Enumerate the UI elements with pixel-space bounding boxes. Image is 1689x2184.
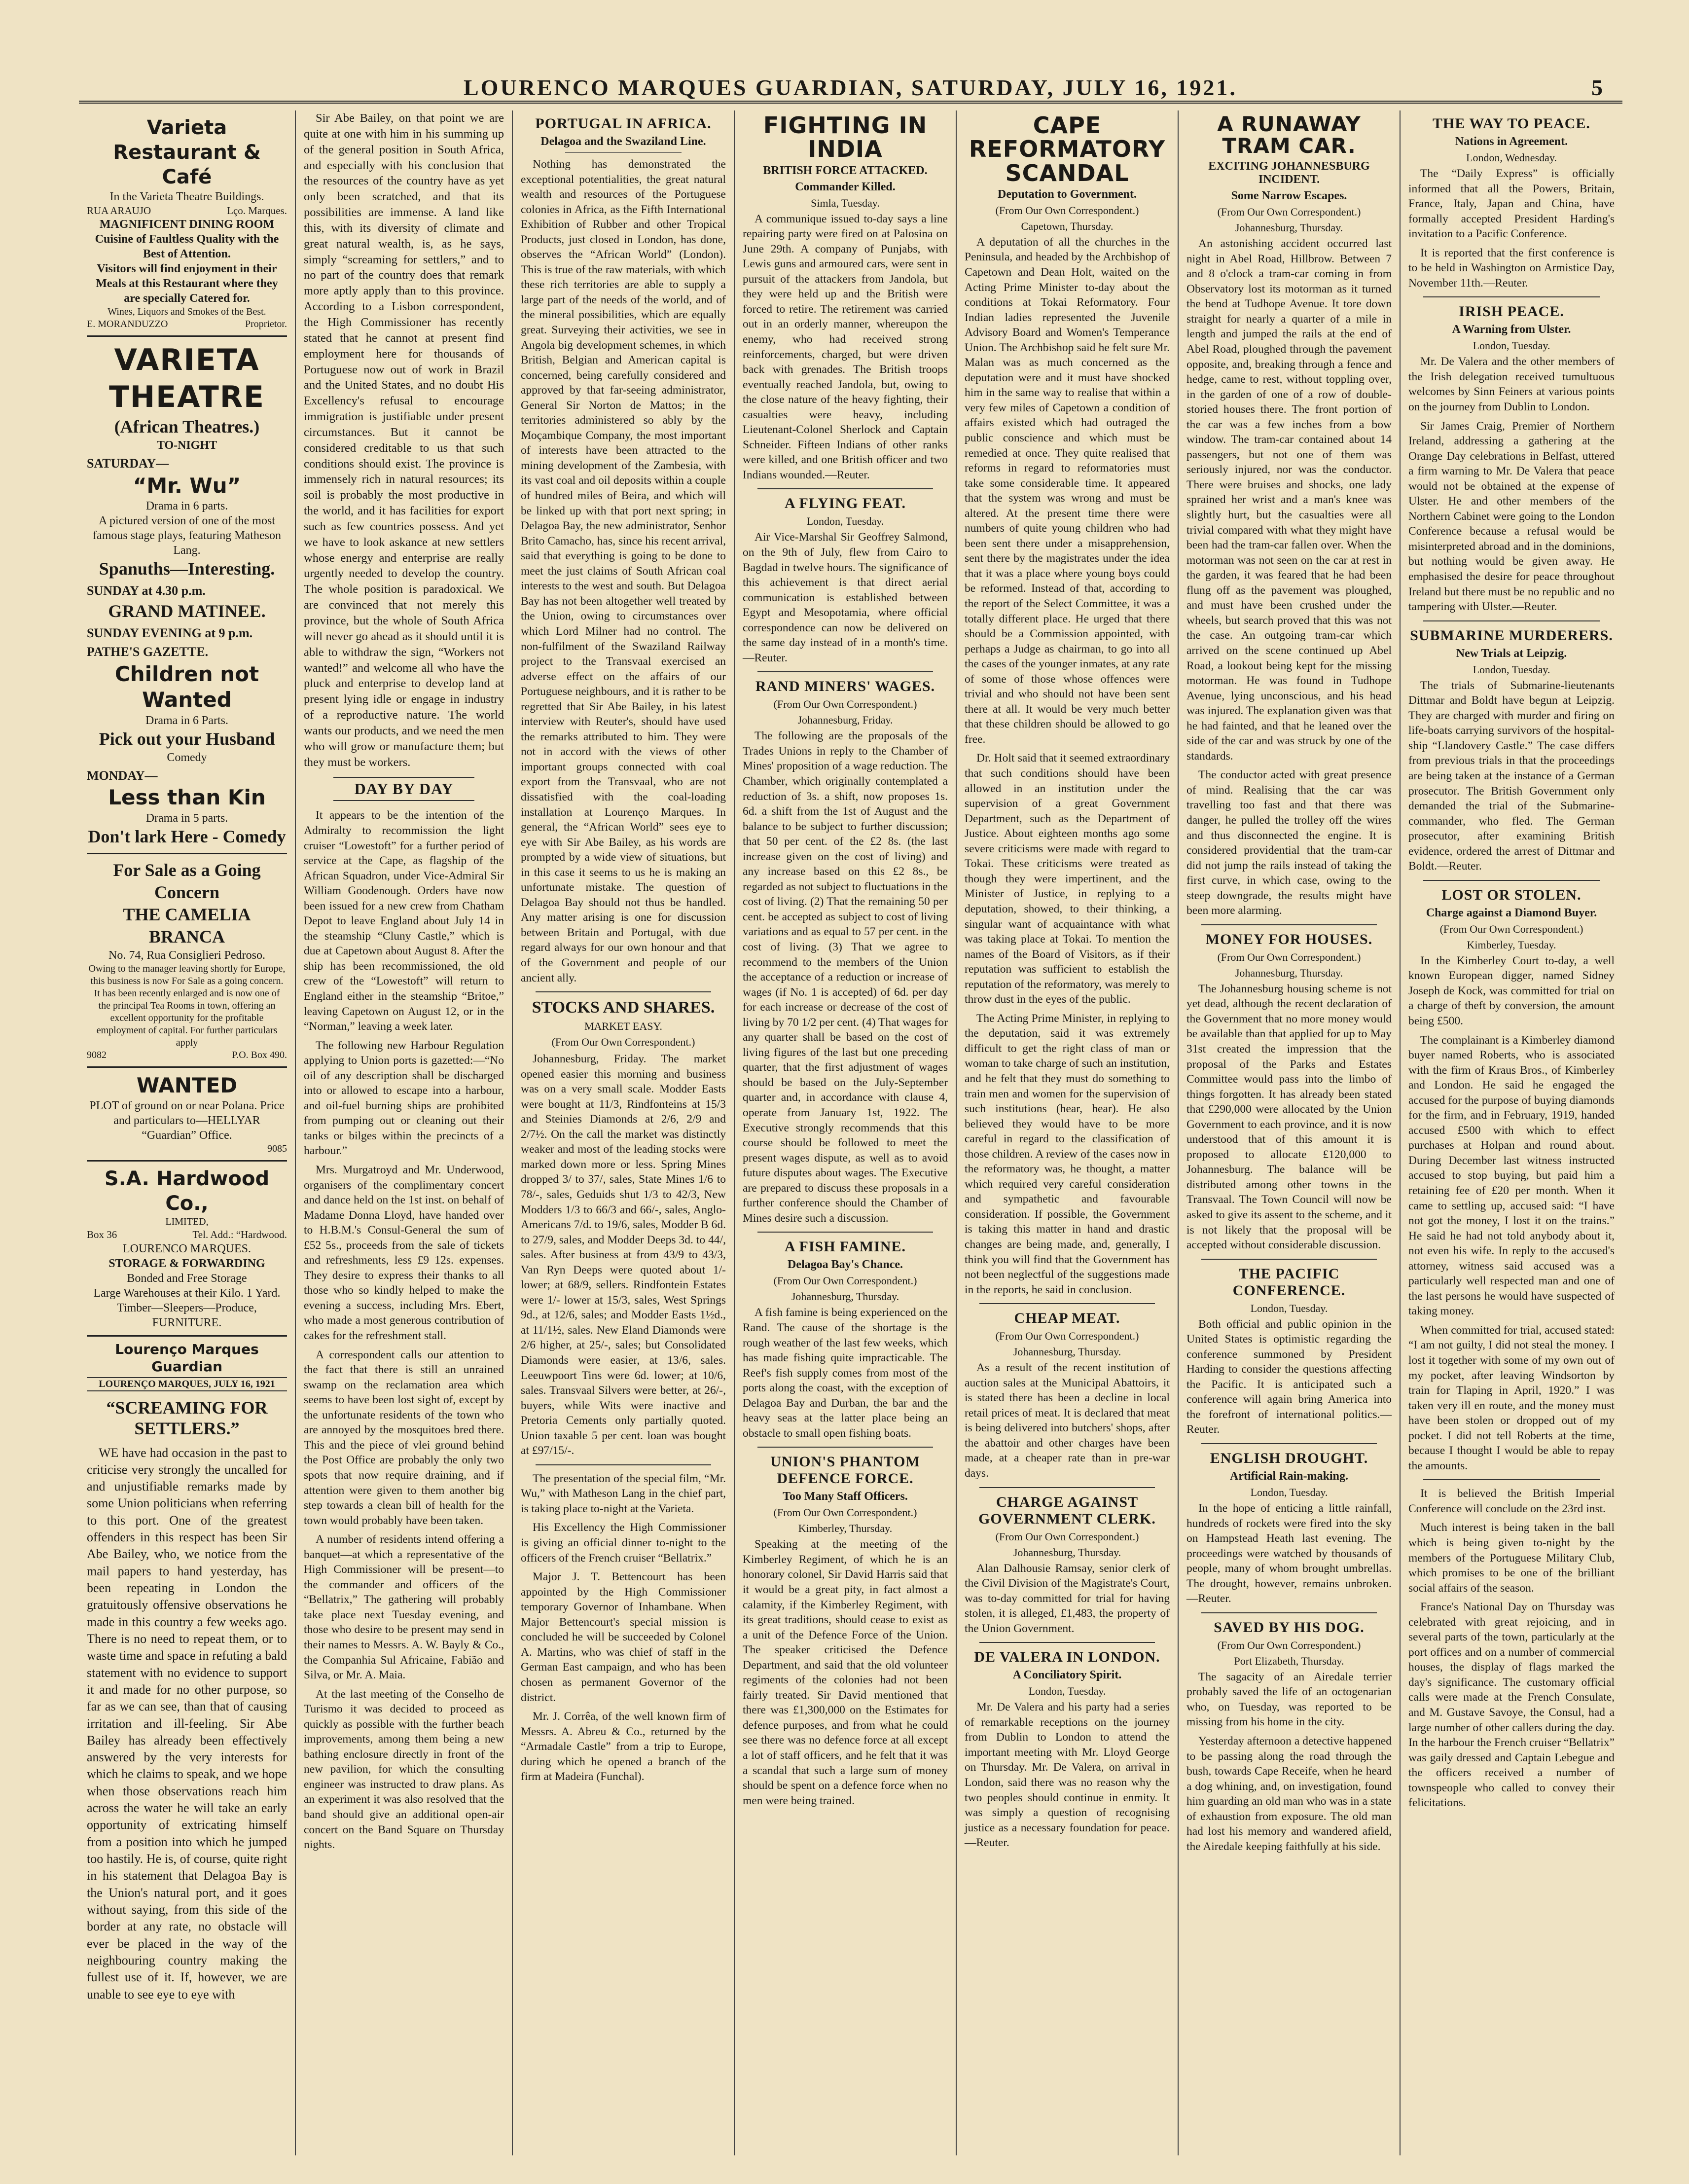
hardwood-warehouses: Large Warehouses at their Kilo. 1 Yard.	[93, 1286, 281, 1300]
houses-source: (From Our Own Correspondent.)	[1217, 950, 1361, 963]
film-3: Children not Wanted	[114, 661, 259, 712]
day-by-day-paragraph: Mrs. Murgatroyd and Mr. Underwood, organisers of the complimentary concert and dance held on the 1st inst. on behalf of Madame Donna Lloyd, have handed over to H.B.M.'s Consul-General the sum of £52 5s., proceeds from the sale of tickets and refreshments, less £9 12s. expenses. They desire to express their thanks to all those who so kindly helped to make the evening a success, including Mrs. Ebert, who made a most generous contribution of cakes for the refreshment stall.	[304, 1164, 504, 1343]
camelia-name: THE CAMELIA BRANCA	[123, 904, 251, 946]
famine-subhead: Delagoa Bay's Chance.	[788, 1258, 903, 1272]
day-by-day-paragraph: The following new Harbour Regulation applying to Union ports is gazetted:—“No oil of any description shall be discharged into or allowed to escape into a harbour, and oil-fuel burning ships are prohibited from pumping out or cleaning out their tanks or bilges within the precincts of a harbour.”	[304, 1039, 504, 1158]
cape-paragraph: The Acting Prime Minister, in replying to the deputation, said it was extremely difficult to get the right class of man or woman to take charge of such an institution, and he felt that they must do something to train men and women for the supervision of such institutions (hear, hear). He also believed they would have to be more careful in regard to the classification of those children. A review of the cases now in the reformatory was, he thought, a matter which required very careful consideration and sympathetic and favourable consideration. If possible, the Government is taking this matter in hand and drastic changes are being made, and, generally, I think you will find that the Government has not been neglectful of the suggestions made in the reports, he said in conclusion.	[965, 1012, 1170, 1296]
camelia-ad	[87, 854, 287, 1068]
note-paragraph: Much interest is being taken in the ball which is being given to-night by the members of the Portuguese Military Club, which promises to be one of the brilliant social affairs of the season.	[1408, 1521, 1615, 1595]
wanted-text: PLOT of ground on or near Polana. Price and particulars to—HELLYAR “Guardian” Office.	[89, 1099, 285, 1142]
film-4: Pick out your Husband	[99, 728, 275, 749]
day-by-day-paragraph: At the last meeting of the Conselho de Turismo it was decided to proceed as quickly as possible with the further beach improvements, among them being a new bathing enclosure directly in front of the new pavilion, for which the consulting engineer was instructed to draw plans. As an experiment it was also resolved that the band should give an additional open-air concert on the Band Square on Thursday nights.	[304, 1687, 504, 1852]
cafe-cuisine: Cuisine of Faultless Quality with the Best of Attention.	[95, 233, 279, 261]
editorial-dateline: LOURENÇO MARQUES, JULY 16, 1921	[87, 1377, 287, 1391]
meat-dateline: Johannesburg, Thursday.	[1013, 1346, 1121, 1358]
clerk-source: (From Our Own Correspondent.)	[995, 1530, 1139, 1543]
cafe-proprietor-title: Proprietor.	[245, 319, 287, 330]
column-2	[296, 110, 513, 2155]
columns	[79, 110, 1622, 2155]
wages-dateline: Johannesburg, Friday.	[797, 714, 893, 727]
day-by-day-paragraph: A correspondent calls our attention to the fact that there is still an unrained swamp on the reclamation area which seems to have been lost sight of, except by the unfortunate residents of the town who are annoyed by the mosquitoes bred there. This and the piece of vlei ground behind the Post Office are probably the only two spots that now require draining, and if attention were given to them another big step towards a clean bill of health for the town would probably have been taken.	[304, 1348, 504, 1527]
devalera-subhead: A Conciliatory Spirit.	[1012, 1669, 1122, 1682]
cape-source: (From Our Own Correspondent.)	[995, 204, 1139, 217]
hardwood-contact	[87, 1228, 287, 1241]
india-paragraph: A communique issued to-day says a line repairing party were fired on at Palosina on June 29th. A company of Punjabs, with Lewis guns and armoured cars, were sent in pursuit of the attackers from Jandola, but they were held up and the British were forced to retire. The retirement was carried out in an orderly manner, whereupon the enemy, who had received strong reinforcements, charged, but were driven back with grenades. The British troops eventually reached Jandola, but, owing to the close nature of the heavy fighting, their casualties were heavy, including Lieutenant-Colonel Sherlock and Captain Schneider. Fifteen Indians of other ranks were killed, and one British officer and two Indians wounded.—Reuter.	[743, 212, 948, 481]
day-by-day-heading: DAY BY DAY	[333, 777, 474, 801]
note-paragraph: The presentation of the special film, “Mr. Wu,” with Matheson Lang in the chief part, is taking place to-night at the Varieta.	[521, 1472, 726, 1515]
devalera-paragraph: Mr. De Valera and his party had a series of remarkable receptions on the journey from Dublin to London to attend the important meeting with Mr. Lloyd George on Thursday. Mr. De Valera, on arrival in London, said there was no reason why the two peoples should continue in enmity. It was simply a question of recognising justice as a necessary foundation for peace.—Reuter.	[965, 1701, 1170, 1850]
column-1	[79, 110, 296, 2155]
cafe-proprietor	[87, 318, 287, 330]
famine-paragraph: A fish famine is being experienced on the Rand. The cause of the shortage is the rough weather of the last few weeks, which has made fishing quite impracticable. The Reef's fish supply comes from most of the ports along the coast, with the exception of Delagoa Bay and Durban, the bar and the heavy seas at the latter place being an obstacle to small open fishing boats.	[743, 1306, 948, 1440]
india-subhead-2: Commander Killed.	[795, 180, 896, 193]
submarine-subhead: New Trials at Leipzig.	[1456, 647, 1567, 660]
masthead	[79, 69, 1622, 104]
phantom-dateline: Kimberley, Thursday.	[798, 1522, 893, 1535]
film-6: Don't lark Here - Comedy	[88, 826, 286, 846]
theatre-sub: (African Theatres.)	[114, 417, 260, 437]
column-3	[513, 110, 735, 2155]
film-5-desc: Drama in 5 parts.	[145, 811, 228, 825]
column-4	[735, 110, 957, 2155]
tram-paragraph: An astonishing accident occurred last night in Abel Road, Hillbrow. Between 7 and 8 o'clock a tram-car coming in from Observatory lost its motorman as it turned the bend at Tudhope Avenue. It tore down straight for nearly a quarter of a mile in length and jumped the rails at the end of Abel Road, ploughed through the pavement opposite, and, breaking through a fence and hedge, came to rest, without toppling over, in the garden of one of a row of double-storied houses there. The front portion of the car was a few inches from a bow window. The tram-car contained about 14 passengers, but not one of them was seriously injured, nor was the conductor. There were bruises and shocks, one lady sprained her wrist and a man's knee was slightly hurt, but the casualties were all trivial compared with what they might have been had the tram-car fallen over. When the motorman was not seen on the car at rest in the garden, it was feared that he had been flung off as the pavement was ploughed, and must have been crushed under the wheels, but search proved that this was not the case. An outgoing tram-car which arrived on the scene continued up Abel Road, a lookout being kept for the missing motorman. He was found in Tudhope Avenue, lying unconscious, and his head was injured. The explanation given was that he had fainted, and that he leaned over the side of the car and was struck by one of the standards.	[1186, 237, 1392, 763]
phantom-headline: UNION'S PHANTOM DEFENCE FORCE.	[770, 1454, 920, 1487]
theatre-tonight: TO-NIGHT	[156, 439, 217, 452]
dog-paragraph: Yesterday afternoon a detective happened to be passing along the road through the bush, towards Cape Receife, when he heard a dog whining, and, on investigation, found him guarding an old man who was in a state of exhaustion from exposure. The old man had lost his memory and wandered afield, the Airedale keeping faithfully at his side.	[1186, 1735, 1392, 1853]
portugal-headline: PORTUGAL IN AFRICA.	[535, 115, 712, 132]
peace-dateline: London, Wednesday.	[1466, 151, 1557, 164]
irish-paragraph: Mr. De Valera and the other members of the Irish delegation received tumultuous welcomes by Sinn Feiners at various points on the journey from Dublin to London.	[1408, 355, 1615, 414]
column-7	[1401, 110, 1622, 2155]
camelia-text: Owing to the manager leaving shortly for Europe, this business is now For Sale as a going concern. It has been recently enlarged and is now one of the principal Tea Rooms in town, offering an excellent opportunity for the profitable employment of capital. For further particulars apply	[88, 963, 286, 1048]
matinee: GRAND MATINEE.	[108, 601, 266, 621]
diamond-paragraph: The complainant is a Kimberley diamond buyer named Roberts, who is associated with the firm of Kraus Bros., of Kimberley and London. He said he engaged the accused for the purpose of buying diamonds for the firm, and in February, 1919, handed accused £500 with which to effect purchases at Holpan and round about. During December last witness instructed accused to stop buying, but paid him a retaining fee of £20 per month. When it came to settling up, accused said: “I have not got the money, I lost it on the trains.” He said he had not told anybody about it, not even his wife. In reply to the accused's attorney, witness said accused was a particularly well respected man and one of the last persons he would have suspected of taking money.	[1408, 1033, 1615, 1318]
note-paragraph: Major J. T. Bettencourt has been appointed by the High Commissioner temporary Governor of Inhambane. When Major Bettencourt's special mission is concluded he will be succeeded by Colonel A. Martins, who was chief of staff in the German East campaign, and who has been chosen as permanent Governor of the district.	[521, 1570, 726, 1704]
film-1-desc: Drama in 6 parts.	[145, 500, 228, 513]
dog-source: (From Our Own Correspondent.)	[1217, 1638, 1361, 1651]
stocks-source: (From Our Own Correspondent.)	[551, 1036, 695, 1049]
cafe-proprietor-name: E. MORANDUZZO	[87, 319, 168, 330]
pacific-dateline: London, Tuesday.	[1250, 1302, 1328, 1314]
india-headline: FIGHTING IN INDIA	[763, 112, 928, 163]
famine-headline: A FISH FAMINE.	[785, 1238, 906, 1255]
matinee-time: SUNDAY at 4.30 p.m.	[87, 583, 206, 598]
hardwood-timber: Timber—Sleepers—Produce,	[117, 1301, 257, 1314]
day-by-day-paragraph: It appears to be the intention of the Admiralty to recommission the light cruiser “Lowestoft” for a further period of service at the Cape, as flagship of the African Squadron, under Vice-Admiral Sir William Goodenough. Orders have now been issued for a new crew from Chatham Depot to leave England about July 14 in the steamship “Cluny Castle,” which is due at Capetown about August 8. After the ship has been recommissioned, the old crew of the “Lowestoft” will return to England either in the steamship “Britoe,” leaving Capetown on August 12, or in the “Norman,” leaving a week later.	[304, 809, 504, 1033]
portugal-subhead: Delagoa and the Swaziland Line.	[540, 135, 706, 148]
india-dateline: Simla, Tuesday.	[811, 196, 880, 209]
hardwood-bonded: Bonded and Free Storage	[127, 1272, 247, 1285]
flying-dateline: London, Tuesday.	[806, 515, 884, 528]
hardwood-limited: LIMITED,	[165, 1216, 209, 1228]
irish-subhead: A Warning from Ulster.	[1452, 323, 1571, 336]
hardwood-box: Box 36	[87, 1229, 117, 1241]
film-5: Less than Kin	[108, 785, 266, 810]
flying-headline: A FLYING FEAT.	[785, 495, 906, 512]
pacific-headline: THE PACIFIC CONFERENCE.	[1232, 1265, 1346, 1299]
wages-headline: RAND MINERS' WAGES.	[755, 678, 935, 695]
tram-source: (From Our Own Correspondent.)	[1217, 206, 1361, 218]
wanted-ref: 9085	[267, 1143, 287, 1155]
camelia-address: No. 74, Rua Consiglieri Pedroso.	[108, 948, 265, 962]
drought-paragraph: In the hope of enticing a little rainfall, hundreds of rockets were fired into the sky on Hampstead Heath last evening. The proceedings were watched by thousands of people, many of whom brought umbrellas. The drought, however, remains unbroken.—Reuter.	[1186, 1502, 1392, 1605]
peace-headline: THE WAY TO PEACE.	[1433, 115, 1590, 132]
tram-subhead-2: Some Narrow Escapes.	[1231, 189, 1347, 203]
diamond-source: (From Our Own Correspondent.)	[1439, 922, 1583, 935]
theatre-name: VARIETA THEATRE	[108, 343, 265, 415]
film-1-note: A pictured version of one of the most famous stage plays, featuring Matheson Lang.	[93, 514, 281, 557]
cafe-hall: MAGNIFICENT DINING ROOM	[99, 218, 275, 231]
diamond-headline: LOST OR STOLEN.	[1441, 886, 1581, 903]
tram-headline: A RUNAWAY TRAM CAR.	[1217, 112, 1361, 158]
note-paragraph: It is believed the British Imperial Conference will conclude on the 23rd inst.	[1408, 1487, 1615, 1515]
note-paragraph: Mr. J. Corrêa, of the well known firm of Messrs. A. Abreu & Co., returned by the “Armadale Castle” from a trip to Europe, during which he opened a branch of the firm at Madeira (Funchal).	[521, 1710, 726, 1784]
phantom-subhead: Too Many Staff Officers.	[783, 1490, 908, 1503]
cafe-name: Varieta Restaurant & Café	[113, 116, 261, 188]
diamond-paragraph: When committed for trial, accused stated: “I am not guilty, I did not steal the money. I lost it together with some of my own out of my pocket, after leaving Windsorton by train for Tlaping in April, 1920.” I was taken very ill en route, and the money must have been stolen or dropped out of my pocket. I did not tell Roberts at the time, because I thought I would be able to repay the amounts.	[1408, 1323, 1615, 1472]
cafe-address-right: Lço. Marques.	[227, 205, 287, 217]
drought-dateline: London, Tuesday.	[1250, 1486, 1328, 1499]
meat-source: (From Our Own Correspondent.)	[995, 1330, 1139, 1343]
wanted-ad	[87, 1068, 287, 1162]
houses-dateline: Johannesburg, Thursday.	[1235, 966, 1343, 979]
famine-dateline: Johannesburg, Thursday.	[791, 1290, 899, 1303]
meat-headline: CHEAP MEAT.	[1014, 1310, 1120, 1327]
hardwood-furniture: FURNITURE.	[152, 1316, 222, 1329]
tram-dateline: Johannesburg, Thursday.	[1235, 221, 1343, 234]
clerk-dateline: Johannesburg, Thursday.	[1013, 1546, 1121, 1559]
note-paragraph: France's National Day on Thursday was celebrated with great rejoicing, and in several parts of the town, particularly at the port offices and on a number of commercial houses, the display of flags marked the day's significance. The customary official calls were made at the French Consulate, and M. Gustave Savoye, the Consul, had a large number of other callers during the day. In the harbour the French cruiser “Bellatrix” was gaily dressed and Captain Lebegue and the officers received a number of townspeople who called to convey their felicitations.	[1408, 1601, 1615, 1810]
stocks-subhead: MARKET EASY.	[584, 1020, 663, 1033]
editorial-title: “SCREAMING FOR SETTLERS.”	[106, 1397, 268, 1438]
column-5	[957, 110, 1179, 2155]
india-subhead: BRITISH FORCE ATTACKED.	[763, 164, 928, 177]
hardwood-city: LOURENCO MARQUES.	[122, 1242, 251, 1255]
dog-headline: SAVED BY HIS DOG.	[1214, 1619, 1365, 1636]
newspaper-page	[79, 69, 1622, 2155]
houses-headline: MONEY FOR HOUSES.	[1205, 931, 1373, 947]
dog-paragraph: The sagacity of an Airedale terrier probably saved the life of an octogenarian who, on Tuesday, was reported to be missing from his home in the city.	[1186, 1670, 1392, 1729]
film-1: “Mr. Wu”	[133, 473, 241, 498]
cape-paragraph: Dr. Holt said that it seemed extraordinary that such conditions should have been allowed in an institution under the supervision of a great Government Department, such as the Department of Justice. About eighteen months ago some severe criticisms were made with regard to Tokai. These criticisms were treated as though they were impertinent, and the Minister of Justice, in replying to a deputation, showed, to their thinking, a singular want of acquaintance with what was taking place at Tokai. To mention the names of the Board of Visitors, as if their reputation was sufficient to establish the reputation of the reformatory, was merely to throw dust in the eyes of the public.	[965, 752, 1170, 1006]
editorial-masthead	[87, 1337, 287, 1391]
peace-paragraph: It is reported that the first conference is to be held in Washington on Armistice Day, November 11th.—Reuter.	[1408, 246, 1615, 290]
clerk-paragraph: Alan Dalhousie Ramsay, senior clerk of the Civil Division of the Magistrate's Court, was to-day committed for trial for having stolen, it is alleged, £1,483, the property of the Union Government.	[965, 1562, 1170, 1635]
film-4-desc: Comedy	[167, 751, 207, 764]
hardwood-storage: STORAGE & FORWARDING	[108, 1257, 265, 1270]
editorial-paragraph: WE have had occasion in the past to criticise very strongly the uncalled for and unjustifiable remarks made by some Union politicians when referring to this port. One of the greatest offenders in this respect has been Sir Abe Bailey, who, we notice from the mail papers to hand yesterday, has been repeating in London the gratuitously offensive observations he made in this country a few weeks ago. There is no need to repeat them, or to waste time and space in refuting a bald statement with no evidence to support it and made for no other purpose, so far as we can see, than that of causing irritation and ill-feeling. Sir Abe Bailey has already been effectively answered by the very interests for which he claims to speak, and we hope when those observations reach him across the water he will take an early opportunity of extricating himself from a position into which he jumped too hastily. He is, of course, quite right in his statement that Delagoa Bay is the Union's natural port, and it goes without saying, from this side of the border at any rate, no obstacle will ever be placed in the way of the neighbouring country making the fullest use of it. If, however, we are unable to see eye to eye with	[87, 1445, 287, 2002]
tram-subhead: EXCITING JOHANNESBURG INCIDENT.	[1208, 160, 1370, 186]
drought-subhead: Artificial Rain-making.	[1230, 1470, 1348, 1483]
devalera-dateline: London, Tuesday.	[1028, 1685, 1106, 1698]
drought-headline: ENGLISH DROUGHT.	[1210, 1450, 1368, 1467]
evening-time: SUNDAY EVENING at 9 p.m.	[87, 625, 253, 640]
cape-dateline: Capetown, Thursday.	[1021, 219, 1114, 232]
theatre-monday: MONDAY—	[87, 768, 158, 783]
pacific-paragraph: Both official and public opinion in the United States is optimistic regarding the conference summoned by President Harding to consider the questions affecting the Pacific. It is anticipated such a conference will again bring America into the forefront of international politics.—Reuter.	[1186, 1317, 1392, 1436]
cafe-wines: Wines, Liquors and Smokes of the Best.	[108, 306, 266, 318]
hardwood-name: S.A. Hardwood Co.,	[104, 1167, 270, 1215]
cafe-ad	[87, 110, 287, 337]
theatre-saturday: SATURDAY—	[87, 456, 169, 471]
diamond-dateline: Kimberley, Tuesday.	[1467, 938, 1556, 951]
camelia-box: P.O. Box 490.	[232, 1049, 287, 1060]
note-paragraph: His Excellency the High Commissioner is giving an official dinner to-night to the officers of the French cruiser “Bellatrix.”	[521, 1521, 726, 1565]
devalera-headline: DE VALERA IN LONDON.	[974, 1649, 1160, 1666]
cafe-visitors: Visitors will find enjoyment in their Meals at this Restaurant where they are specially Catered for.	[96, 262, 278, 305]
stocks-paragraph: Johannesburg, Friday. The market opened easier this morning and business was on a very small scale. Modder Easts were bought at 11/3, Rindfonteins at 15/3 and Steinies Diamonds at 2/6, 2/9 and 2/7½. On the call the market was distinctly weaker and most of the leading stocks were marked down more or less. Spring Mines dropped 3/ to 37/, sales, State Mines 1/6 to 78/-, sales, Geduids shut 1/3 to 42/3, New Modders 1/3 to 66/3 and 66/-, sales, Anglo-Americans 7/d. to 19/6, sales, Modder B 6d. to 27/9, sales, and Modder Deeps 3d. to 44/, sales. After business at from 43/9 to 43/3, Van Ryn Deeps were quoted about 1/- lower; at 68/9, sellers. Rindfontein Estates were 1/- lower at 15/3, sales, West Springs 9d., at 12/6, sales; and Modder Easts 1½d., at 11/1½, sales. New Eland Diamonds were 2/6 higher, at 25/-, sales; but Consolidated Diamonds were easier, at 13/6, sales. Leeuwpoort Tins were 6d. lower; at 10/6, sales. Transvaal Silvers were better, at 26/-, buyers, while Wits were inactive and Pretoria Cements only partially quoted. Union taxable 5 per cent. loan was bought at £97/15/-.	[521, 1053, 726, 1457]
phantom-paragraph: Speaking at the meeting of the Kimberley Regiment, of which he is an honorary colonel, Sir David Harris said that it would be a great pity, in fact almost a calamity, if the Kimberley Regiment, with its great traditions, should cease to exist as a unit of the Defence Force of the Union. The speaker criticised the Defence Department, and said that the old volunteer regiments of the colonies had not been fairly treated. Sir David mentioned that there was £1,300,000 on the Estimates for defence purposes, and from what he could see there was no defence force at all except a lot of staff officers, and he felt that it was a scandal that such a large sum of money should be spent on a defence force when no men were being trained.	[743, 1538, 948, 1807]
cape-subhead: Deputation to Government.	[998, 187, 1137, 201]
flying-paragraph: Air Vice-Marshal Sir Geoffrey Salmond, on the 9th of July, flew from Cairo to Bagdad in twelve hours. The significance of this achievement is that direct aerial communication is established between Egypt and Mesopotamia, where official correspondence can now be delivered on the same day instead of in a month's time.—Reuter.	[743, 531, 948, 664]
film-2: Spanuths—Interesting.	[99, 559, 275, 579]
irish-headline: IRISH PEACE.	[1459, 303, 1564, 320]
camelia-contact	[87, 1049, 287, 1061]
submarine-dateline: London, Tuesday.	[1473, 663, 1550, 676]
houses-paragraph: The Johannesburg housing scheme is not yet dead, although the recent declaration of the Government that no more money would be available than that applied for up to May 31st created the impression that the proposal of the Parks and Estates Committee would pass into the limbo of things forgotten. It has already been stated that £290,000 were allocated by the Union Government to each province, and it is now understood that of this amount it is proposed to allocate £120,000 to Johannesburg. The balance will be distributed among other towns in the Transvaal. The Town Council will now be asked to give its assent to the scheme, and it is not likely that the proposal will be accepted without considerable discussion.	[1186, 982, 1392, 1252]
page-title: LOURENCO MARQUES GUARDIAN, SATURDAY, JULY 16, 1921.	[464, 75, 1237, 100]
phantom-source: (From Our Own Correspondent.)	[773, 1506, 917, 1519]
diamond-paragraph: In the Kimberley Court to-day, a well known European digger, named Sidney Joseph de Kock, was committed for trial on a charge of theft by conversion, the amount being £500.	[1408, 954, 1615, 1027]
clerk-headline: CHARGE AGAINST GOVERNMENT CLERK.	[978, 1493, 1156, 1527]
peace-paragraph: The “Daily Express” is officially informed that all the Powers, Britain, France, Italy, Japan and China, have formally accepted President Harding's invitation to a Pacific Conference.	[1408, 167, 1615, 241]
day-by-day-paragraph: A number of residents intend offering a banquet—at which a representative of the High Commissioner will be present—to the commander and officers of the “Bellatrix,” The gathering will probably take place next Tuesday evening, and those who desire to be present may send in their names to Messrs. A. W. Bayly & Co., the Companhia Sul Africaine, Fabião and Silva, or Mr. A. Maia.	[304, 1533, 504, 1682]
page-number: 5	[1591, 75, 1603, 100]
peace-subhead: Nations in Agreement.	[1455, 135, 1568, 148]
irish-paragraph: Sir James Craig, Premier of Northern Ireland, addressing a gathering at the Orange Day celebrations in Belfast, uttered a firm warning to Mr. De Valera that peace would not be obtained at the expense of Ulster. He and other members of the Northern Cabinet were going to the London Conference because a refusal would be misinterpreted abroad and in the dominions, but nothing would be given away. He emphasised the desire for peace throughout Ireland but there must be no republic and no tampering with Ulster.—Reuter.	[1408, 419, 1615, 614]
cafe-location: In the Varieta Theatre Buildings.	[109, 190, 264, 203]
gazette: PATHE'S GAZETTE.	[87, 645, 209, 659]
cape-headline: CAPE REFORMATORY SCANDAL	[969, 112, 1166, 186]
irish-dateline: London, Tuesday.	[1473, 339, 1550, 352]
famine-source: (From Our Own Correspondent.)	[773, 1274, 917, 1287]
hardwood-tel: Tel. Add.: “Hardwood.	[192, 1229, 287, 1241]
film-3-desc: Drama in 6 Parts.	[145, 714, 228, 727]
stocks-headline: STOCKS AND SHARES.	[532, 998, 715, 1017]
column-6	[1179, 110, 1401, 2155]
camelia-head: For Sale as a Going Concern	[113, 860, 261, 902]
wages-paragraph: The following are the proposals of the Trades Unions in reply to the Chamber of Mines' proposition of a wage reduction. The Chamber, which originally contemplated a reduction of 3s. a shift, now proposes 1s. 6d. a shift from the 1st of August and the balance to be subject to further discussion; that 50 per cent. of the £2 8s. (the last increase given on the cost of living) and any increase based on this £2 8s., be regarded as not subject to fluctuations in the cost of living. (2) That the remaining 50 per cent. be accepted as subject to cost of living variations and as equal to 57 per cent. in the cost of living. (3) That we agree to recommend to the members of the Union the acceptance of a reduction or increase of wages (if No. 1 is accepted) of 6d. per day for each increase or decrease of the cost of living by 70 1/2 per cent. (4) That wages for any quarter shall be based on the cost of living figures of the last but one preceding quarter, that the first adjustment of wages should be based on the July-September quarter and, in accordance with clause 4, operate from January 1st, 1922. The Executive strongly recommends that this course should be followed to meet the present wages dispute, as well as to avoid future disputes about wages. The Executive are prepared to discuss these proposals in a further conference should the Chamber of Mines desire such a discussion.	[743, 729, 948, 1225]
submarine-headline: SUBMARINE MURDERERS.	[1410, 627, 1613, 644]
tram-paragraph: The conductor acted with great presence of mind. Realising that the car was travelling too fast and that there was danger, he pulled the trolley off the wires and thus disconnected the engine. It is considered providential that the tram-car did not jump the rails instead of taking the first curve, in which case, owing to the steep downgrade, the results might have been more alarming.	[1186, 768, 1392, 917]
editorial-continuation: Sir Abe Bailey, on that point we are quite at one with him in his summing up of the general position in South Africa, and especially with his conclusion that the resources of the country have as yet only been scratched, and that its possibilities are immense. A land like this, with its diversity of climate and great natural wealth, is, as he says, simply “screaming for settlers,” and to no part of the country does that remark more aptly apply than to this province. According to a Lisbon correspondent, the High Commissioner has recently stated that he cannot at present find employment here for thousands of Portuguese now out of work in Brazil and the United States, and no doubt His Excellency's refusal to encourage immigration is justifiable under present circumstances. But it cannot be considered creditable to us that such conditions should exist. The province is immensely rich in natural resources; its soil is probably the most productive in the world, and it has facilities for export such as few countries possess. And yet we have to look askance at new settlers whose energy and enterprise are really urgently needed to develop the country. The whole position is paradoxical. We are convinced that not merely this province, but the whole of South Africa will never go ahead as it should until it is able to withdraw the sign, “Workers not wanted!” and welcome all who have the pluck and enterprise to develop land at present lying idle or engage in industry of a reproductive nature. The world wants our products, and we need the men who will grow or manufacture them; but they must be workers.	[304, 111, 504, 769]
portugal-paragraph: Nothing has demonstrated the exceptional potentialities, the great natural wealth and resources of the Portuguese colonies in Africa, as the Fifth International Exhibition of Rubber and other Tropical Products, just closed in London, has done, observes the “African World” (London). This is true of the raw materials, with which these rich territories are able to supply a large part of the needs of the world, and of the mineral possibilities, which are equally great. Surveying their activities, we see in Angola big development schemes, in which British, Belgian and American capital is concerned, being carefully considered and approved by that far-seeing administrator, General Sir Norton de Mattos; in the territories administered so ably by the Moçambique Company, the most important of interests have been attracted to the mining development of the Zambesia, with its vast coal and oil deposits within a couple of hundred miles of Beira, and which will be linked up with that port next spring; in Delagoa Bay, the new administrator, Senhor Brito Camacho, has, since his recent arrival, said that everything is going to be done to meet the just claims of South African coal interests to the west and south. But Delagoa Bay has not been altogether well treated by the Union, owing to circumstances over which Lord Milner had no control. The non-fulfilment of the Swaziland Railway project to the Transvaal exercised an adverse effect on the affairs of our Portuguese neighbours, and it is rather to be regretted that Sir Abe Bailey, in his latest interview with Reuter's, should have used the remarks attributed to him. They were not in accord with the views of other important groups connected with coal export from the Transvaal, who are not dissatisfied with the coal-loading installation at Lourenço Marques. In general, the “African World” sees eye to eye with Sir Abe Bailey, as his words are prompted by a wide view of situations, but in this case it seems to us he is making an unfortunate mistake. The question of Delagoa Bay should not thus be handled. Any matter arising is one for discussion between Britain and Portugal, with due regard always for our own honour and that of the Government and people of our ancient ally.	[521, 158, 726, 984]
dog-dateline: Port Elizabeth, Thursday.	[1234, 1654, 1344, 1667]
hardwood-ad	[87, 1162, 287, 1336]
cafe-address-left: RUA ARAUJO	[87, 205, 151, 217]
wages-source: (From Our Own Correspondent.)	[773, 698, 917, 711]
cafe-address	[87, 204, 287, 217]
camelia-ref: 9082	[87, 1049, 107, 1060]
meat-paragraph: As a result of the recent institution of auction sales at the Municipal Abattoirs, it is stated there has been a decline in local retail prices of meat. It is declared that meat is being delivered into butchers' shops, after the abattoir and other charges have been made, at a cheaper rate than in pre-war days.	[965, 1361, 1170, 1480]
wanted-head: WANTED	[136, 1073, 238, 1097]
cape-paragraph: A deputation of all the churches in the Peninsula, and headed by the Archbishop of Capetown and Dean Holt, waited on the Acting Prime Minister to-day about the conditions at Tokai Reformatory. Four Indian ladies represented the Juvenile Advisory Board and Women's Temperance Union. The Archbishop said he felt sure Mr. Malan was as much concerned as the deputation were and it must have shocked him in the same way to realise that within a very few miles of Capetown a condition of affairs existed which had outraged the public conscience and which must be remedied at once. They quite realised that reforms in regard to reformatories must take some considerable time. It appeared that the system was wrong and must be altered. At the present time there were numbers of quite young children who had been sent there under a misapprehension, sent there by the magistrates under the idea that it was a place where young boys could be reformed. Instead of that, according to the report of the Select Committee, it was a totally different place. He urged that there should be a Commission appointed, with perhaps a Judge as chairman, to go into all the cases of the younger inmates, at any rate of some of those whose offences were trivial and who should not have been sent there at all. It would be very much better that these children should be allowed to go free.	[965, 235, 1170, 746]
submarine-paragraph: The trials of Submarine-lieutenants Dittmar and Boldt have begun at Leipzig. They are charged with murder and firing on life-boats carrying survivors of the hospital-ship “Llandovery Castle.” The case differs from previous trials in that the proceedings are being taken at the instance of a German prosecutor. The British Government only demanded the trial of the Submarine-commander, who fled. The German prosecutor, after examining British evidence, ordered the arrest of Dittmar and Boldt.—Reuter.	[1408, 679, 1615, 873]
diamond-subhead: Charge against a Diamond Buyer.	[1426, 906, 1597, 919]
editorial-paper: Lourenço Marques Guardian	[115, 1341, 259, 1375]
theatre-ad	[87, 337, 287, 854]
